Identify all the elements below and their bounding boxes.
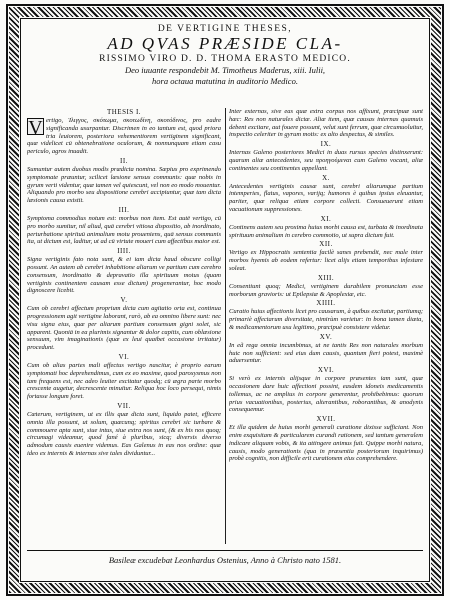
thesis-body: Signa vertiginis fato nota sunt, & ei iam dicta haud obscure colligi possunt. An autem ab cerebri inhabitione aliarum ve partium cum cerebro consensum, inordinatio & depravatio illa spirituum motus (quam vertiginis continentem causam esse dictum) progenerantur, hoc modo dignoscere licebit. (27, 256, 221, 295)
thesis-block (27, 353, 221, 401)
thesis-text (27, 362, 221, 401)
thesis-body: Si verò ex internis alijsque in corpore præsentes iam sunt, quæ occasionem dare huic affectioni possint, easdem idoneis medicamentis tollemus, ac ne amplius in corpore generentur, prohibebimus: quorum prius vacuationibus, posterius, alterantibus, roborantibus, & anodynis consequemur. (229, 375, 423, 414)
thesis-text (229, 183, 423, 214)
thesis-text (229, 424, 423, 463)
thesis-text (27, 411, 221, 458)
thesis-number: VII. (117, 401, 131, 410)
thesis-text (229, 149, 423, 172)
thesis-text (229, 342, 423, 365)
thesis-body: Continens autem seu proxima huius morbi causa est, turbata & inordinata spirituum animalium in cerebro commotio, ut supra dictum fuit. (229, 223, 423, 239)
thesis-number: V. (120, 296, 128, 305)
title-line-4: Deo iuuante respondebit M. Timotheus Maderus, xiii. Iulii, (124, 65, 326, 75)
title-line-5: hora octaua matutina in auditorio Medico. (152, 76, 298, 86)
thesis-number: XIII. (317, 273, 335, 282)
thesis-body: Cum ob alias partes mali affectus vertigo nascitur, è proprio earum symptomati hoc deprehendimus, cum ex eo maxime, quod paroxysmus non tam frequens est, nec adeo leuiter excitatur quodq; cū ægra parte morbo crescente augetur, decrescente minuitur. Reliqua hoc loco persequi, nimis fortasse longum foret. (27, 361, 221, 401)
column-divider (225, 108, 226, 544)
thesis-text (229, 283, 423, 299)
thesis-text (27, 117, 221, 156)
thesis-text (27, 166, 221, 205)
thesis-number: III. (118, 205, 130, 214)
thesis-block (229, 215, 423, 240)
footer-rule (27, 550, 423, 551)
thesis-block (27, 157, 221, 205)
thesis-body: Vertigo ex Hippocratis sententia facilè sanes prebendit, nec male inter morbos hyemis ab eodem refertur: licet alijs etiam temporibus infestare soleat. (229, 249, 423, 272)
thesis-body: Sumuntur autem duobus modis prædicta nomina. Sæpius pro exprimendo symptomate præuntur, scilicet læsione sensus communis: quæ nobis in gyrum verti videntur, quæ tamen vel quiescunt, vel non eo modo mouentur. Aliquando pro morbo seu dispositione cerebri accipiuntur, quæ tam dicta læsionis causa existit. (27, 165, 221, 205)
thesis-text (27, 215, 221, 246)
thesis-block (229, 108, 423, 139)
thesis-number: THESIS I. (106, 108, 142, 116)
thesis-block (229, 274, 423, 299)
thesis-body: Cum ob cerebri affectum proprium dicta cum agitatio orta est, continua progressionem agit vertigine laborant, rarò, ab ea omnino libere sunt: nec visu signa eius, quæ per aliarum partium consensum gigni solet, sic apparent. Quoniā in ea plurimis signantur & dolor capitis, cum oblæsione sensuum, vim imaginationis (quæ ex leui quaibet occasione irritatur) procedunt. (27, 305, 221, 352)
thesis-number: XI. (320, 214, 332, 223)
thesis-body: Et illa quidem de huius morbi generali curatione dixisse sufficiant. Non enim exquisitam & particularem curandi rationem, sed tantum generalem indicare aliquam vobis, & ita attingere animus fuit. Quippe morbi natura, causis, modo generationis (qua in præsentia posteriorum inquirimus) probè cognitis, non difficile erit curationem eius comprehendere. (229, 424, 423, 463)
imprint-line: Basileæ excudebat Leonhardus Ostenius, Anno à Christo nato 1581. (108, 555, 342, 565)
thesis-block (229, 333, 423, 365)
thesis-block (27, 247, 221, 295)
right-column (229, 108, 423, 544)
thesis-body: Internas Galeno posteriores Medici in duas rursus species distinxerunt: quarum aliæ antecedentes, seu προηγούμεναι cum Galeno vocant, aliæ continentes seu continentes appellant. (229, 149, 423, 172)
thesis-block (229, 366, 423, 414)
thesis-block (27, 108, 221, 156)
title-line-1: DE VERTIGINE THESES, (157, 24, 293, 34)
title-line-3: RISSIMO VIRO D. D. THOMA ERASTO MEDICO. (99, 54, 351, 64)
thesis-block (27, 296, 221, 352)
thesis-body: Consentiunt quoq; Medici, vertiginem durabilem pronunciam esse morborum gravioris: ut Epilepsiæ & Apoplexiæ, etc. (229, 282, 423, 298)
title-line-2: AD QVAS PRÆSIDE CLA- (107, 34, 343, 53)
thesis-block (27, 206, 221, 246)
page-content (27, 24, 423, 576)
title-block (27, 24, 423, 87)
thesis-block (229, 174, 423, 214)
thesis-text (229, 249, 423, 272)
thesis-body: Curatio huius affectionis licet pro causarum, à quibus excitatur, partiumq; primariè affectarum diversitate, nimirùm varietur: in bona tamen diæta, & medicamentorum usu legitimo, præcipuè consistere videtur. (229, 308, 423, 331)
thesis-number: XVI. (317, 366, 335, 375)
thesis-block (27, 402, 221, 458)
thesis-block (229, 140, 423, 172)
thesis-body: Inter externas, sive eas quæ extra corpus nos affixunt, præcipuæ sunt hæc: Res non naturales dictæ. Aliæ item, quæ causas internas quamuis debent excitare, aut fouere possunt, velut sunt ferrum, quæ circumuoluitur, inspectio celeriter in gyrum motis: ex alto despectus, & similes. (229, 108, 423, 139)
thesis-text (27, 305, 221, 352)
thesis-block (229, 415, 423, 463)
thesis-number: II. (120, 156, 128, 165)
thesis-text (229, 108, 423, 139)
thesis-body: In eã rega omnia incumbimus, ut ne tantis Res non naturales morbum huic non sufficient: sed eius dum causis, quantum fieri potest, maximè aduersentur. (229, 341, 423, 365)
thesis-text (27, 256, 221, 295)
thesis-body: ertigo, Ἰλιγγος, σκότωμα, σκοτωδίνη, σκοτόδινος, pro eadre significanda usurpantur. Discrimen in eo tantum est, quod priora tria leuiorem, posteriora vehementiorem vertiginem significant, quæ videlicet cū obtenebratione oculorum, & nonnunquam etiam casu periculo, agros inuadit. (27, 117, 221, 156)
thesis-body: Symptoma commodius notum est: morbus non item. Est autē vertigo, cū pro morbo sumitur, nil aliud, quā cerebri vitiosa dispositio, ab inordinato, perturbatione spirituū animalium motu proueniens, quā sensus communis ita, ut dictum est, laditur, ut ad cū virtute moueri cum affectibus maior est. (27, 214, 221, 246)
thesis-block (229, 299, 423, 331)
thesis-text (229, 308, 423, 331)
thesis-number: XII. (319, 240, 333, 249)
thesis-body: Antecedentes vertiginis causæ sunt, cerebri aliarumque partium intemperies, flatus, vapores, varijq; humores è quibus ipsius eleuantur, pariter, quæ reliqua etiam corpore collecti. Consueuerunt etiam vacuationum suppressiones. (229, 182, 423, 213)
thesis-block (229, 240, 423, 272)
decorated-initial: V (28, 117, 43, 139)
left-column (27, 108, 221, 544)
theses-columns (27, 108, 423, 544)
thesis-text (229, 375, 423, 414)
thesis-number: VI. (118, 352, 130, 361)
thesis-text (229, 224, 423, 240)
thesis-number: IIII. (117, 247, 131, 256)
thesis-number: XV. (319, 332, 333, 341)
thesis-number: XIIII. (316, 299, 336, 308)
thesis-body: Cæterum, vertiginem, ut ex illis quæ dicta sunt, liquido patet, efficere omnia illa possunt, ut solum, quæcunq; spiritus cerebri sic turbare & commouere apta sunt, siue intus, siue extra nos sunt, (& ex his nos quoq; circumagi videamur, quod fané à pluribus, sicq; diversis diverso admodum causis euenire videmus. Eas Galenus in eas nos ordine: quæ ideo ex internis & internas sive tales dividuntur... (27, 410, 221, 457)
thesis-number: XVII. (316, 415, 336, 424)
thesis-number: X. (322, 173, 330, 182)
thesis-number: IX. (320, 140, 332, 149)
